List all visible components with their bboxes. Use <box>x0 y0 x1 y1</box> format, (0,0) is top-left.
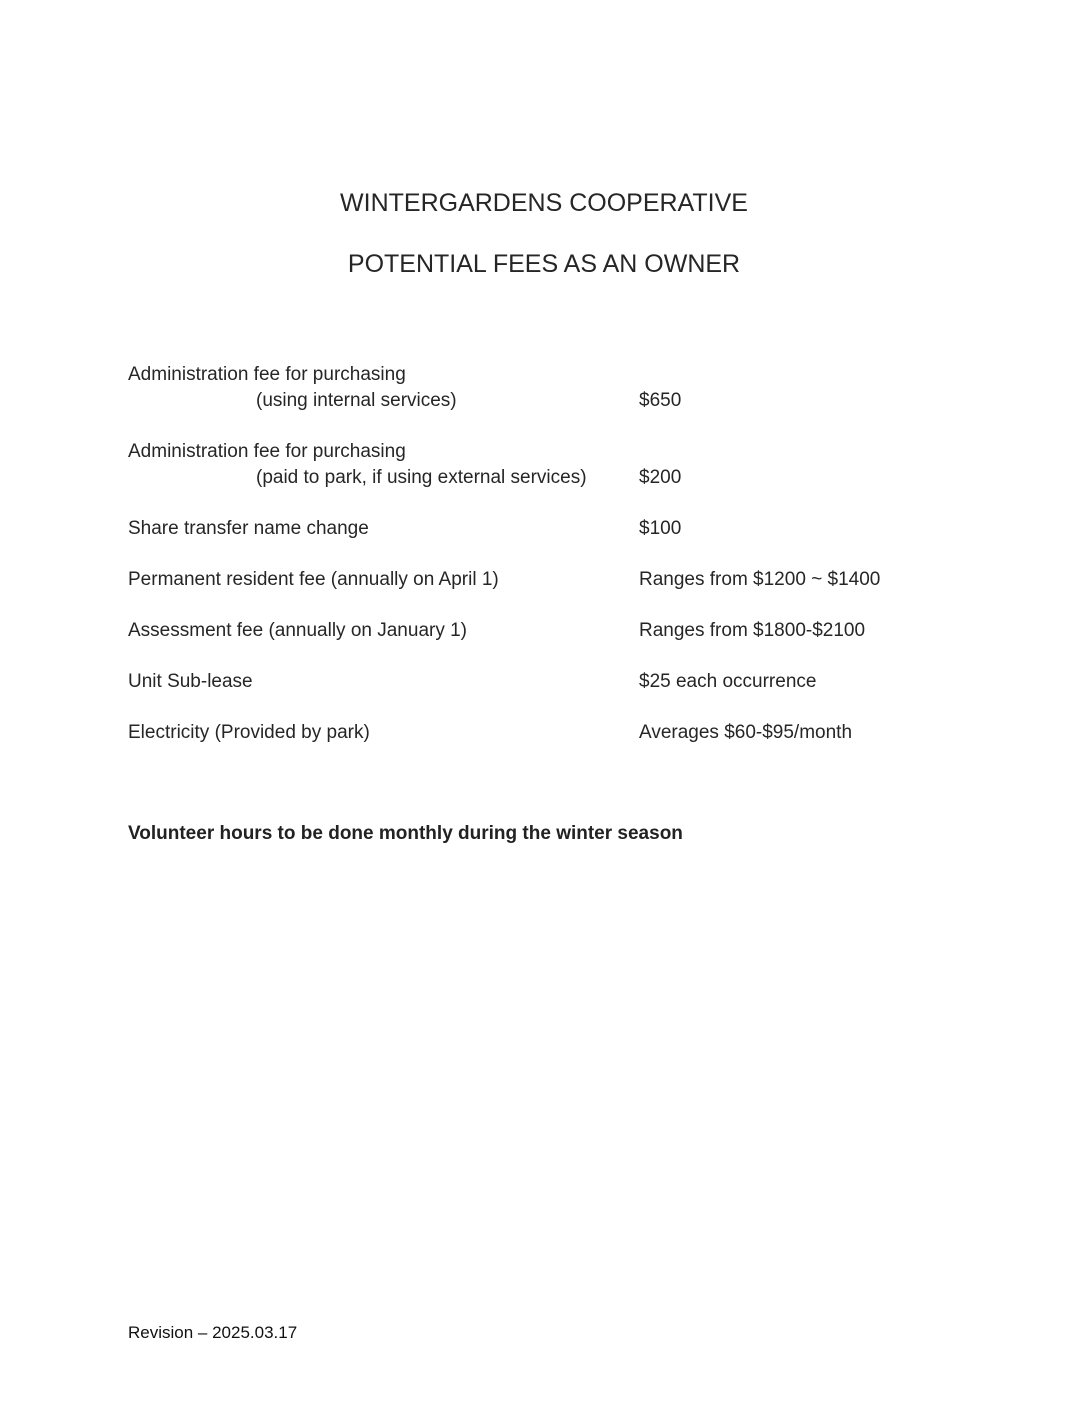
document-subtitle: POTENTIAL FEES AS AN OWNER <box>347 250 741 278</box>
fee-value: Ranges from $1200 ~ $1400 <box>639 569 881 590</box>
fee-value: $650 <box>639 390 682 411</box>
fee-label: Unit Sub-lease <box>128 671 253 692</box>
fee-value: $200 <box>639 467 682 488</box>
fee-label: Administration fee for purchasing <box>128 441 406 462</box>
fee-value: $100 <box>639 518 682 539</box>
fee-value: Averages $60-$95/month <box>639 722 853 743</box>
document-title: WINTERGARDENS COOPERATIVE <box>340 189 748 217</box>
fee-label: Assessment fee (annually on January 1) <box>128 620 468 641</box>
fee-value: $25 each occurrence <box>639 671 817 692</box>
fee-sublabel: (paid to park, if using external services) <box>256 467 587 488</box>
volunteer-note: Volunteer hours to be done monthly during the winter season <box>128 823 683 844</box>
fee-label: Electricity (Provided by park) <box>128 722 370 743</box>
fee-sublabel: (using internal services) <box>256 390 457 411</box>
fee-label: Administration fee for purchasing <box>128 364 406 385</box>
fee-label: Share transfer name change <box>128 518 369 539</box>
revision-footer: Revision – 2025.03.17 <box>128 1323 298 1342</box>
fee-label: Permanent resident fee (annually on April 1) <box>128 569 499 590</box>
fee-value: Ranges from $1800-$2100 <box>639 620 866 641</box>
